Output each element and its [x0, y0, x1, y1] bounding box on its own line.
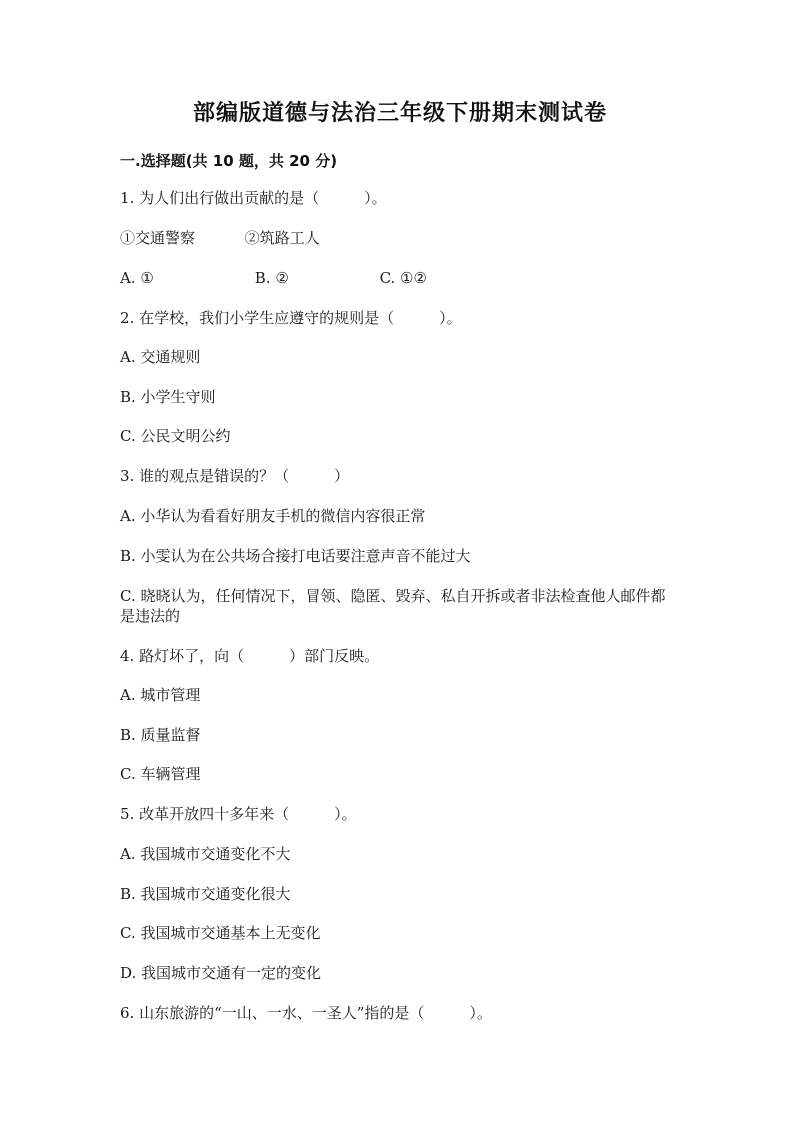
question-5-option-a: A. 我国城市交通变化不大: [120, 845, 291, 863]
question-3-option-c: C. 晓晓认为，任何情况下，冒领、隐匿、毁弃、私自开拆或者非法检查他人邮件都是违法的: [120, 587, 666, 625]
question-3-option-a: A. 小华认为看看好朋友手机的微信内容很正常: [120, 507, 426, 525]
question-4-option-a: A. 城市管理: [120, 686, 201, 704]
question-5-option-d: D. 我国城市交通有一定的变化: [120, 964, 322, 982]
question-1-option-a: A. ①: [120, 269, 154, 287]
question-3-option-b: B. 小雯认为在公共场合接打电话要注意声音不能过大: [120, 547, 471, 565]
question-1-sub-2: ②筑路工人: [244, 229, 320, 247]
question-2-option-b: B. 小学生守则: [120, 388, 216, 406]
question-1-sub-1: ①交通警察: [120, 229, 196, 247]
question-1-option-b: B. ②: [254, 269, 289, 287]
section-heading: 一.选择题(共 10 题，共 20 分): [120, 152, 338, 170]
question-2-option-c: C. 公民文明公约: [120, 427, 231, 445]
question-6-stem: 6. 山东旅游的“一山、一水、一圣人”指的是（ ）。: [120, 1004, 492, 1022]
question-4-option-c: C. 车辆管理: [120, 765, 201, 783]
question-1-options: [120, 268, 427, 288]
question-2-stem: 2. 在学校，我们小学生应遵守的规则是（ ）。: [120, 309, 462, 327]
question-5-option-c: C. 我国城市交通基本上无变化: [120, 924, 321, 942]
question-5-option-b: B. 我国城市交通变化很大: [120, 885, 291, 903]
exam-title: 部编版道德与法治三年级下册期末测试卷: [192, 101, 607, 126]
question-1-stem: 1. 为人们出行做出贡献的是（ ）。: [120, 189, 387, 207]
question-4-option-b: B. 质量监督: [120, 726, 201, 744]
question-3-stem: 3. 谁的观点是错误的？（ ）: [120, 467, 350, 485]
question-1-option-c: C. ①②: [379, 269, 427, 287]
question-4-stem: 4. 路灯坏了，向（ ）部门反映。: [120, 647, 380, 665]
question-2-option-a: A. 交通规则: [120, 348, 201, 366]
question-5-stem: 5. 改革开放四十多年来（ ）。: [120, 805, 357, 823]
question-1-sub-items: [120, 228, 320, 248]
